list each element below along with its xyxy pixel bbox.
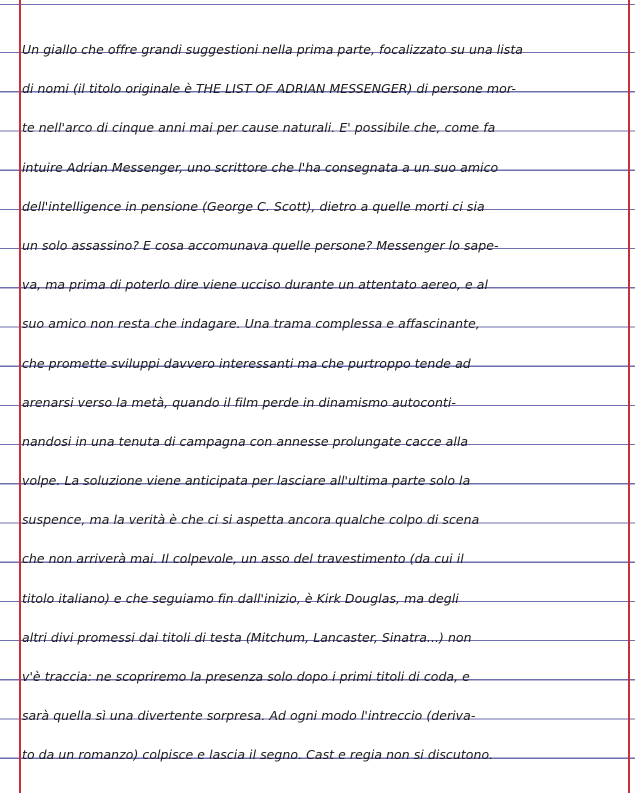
text-line-4: intuire Adrian Messenger, uno scrittore che l'ha consegnata a un suo amico xyxy=(22,159,499,175)
text-line-3: te nell'arco di cinque anni mai per cause naturali. E' possibile che, come fa xyxy=(22,120,496,136)
handwritten-text xyxy=(22,30,628,775)
right-margin-line xyxy=(628,0,630,793)
text-line-5: dell'intelligence in pensione (George C. Scott), dietro a quelle morti ci sia xyxy=(22,198,485,214)
text-line-13: suspence, ma la verità è che ci si aspetta ancora qualche colpo di scena xyxy=(22,512,480,528)
text-line-8: suo amico non resta che indagare. Una trama complessa e affascinante, xyxy=(22,316,480,332)
text-line-1: Un giallo che offre grandi suggestioni nella prima parte, focalizzato su una lista xyxy=(22,42,523,57)
text-line-10: arenarsi verso la metà, quando il film perde in dinamismo autoconti- xyxy=(22,394,456,410)
text-line-2: di nomi (il titolo originale è THE LIST OF ADRIAN MESSENGER) di persone mor- xyxy=(22,81,516,97)
text-line-19: to da un romanzo) colpisce e lascia il segno. Cast e regia non si discutono. xyxy=(22,747,494,763)
text-line-16: altri divi promessi dai titoli di testa (Mitchum, Lancaster, Sinatra...) non xyxy=(22,629,472,645)
text-line-17: v'è traccia: ne scopriremo la presenza solo dopo i primi titoli di coda, e xyxy=(22,669,470,684)
text-line-7: va, ma prima di poterlo dire viene ucciso durante un attentato aereo, e al xyxy=(22,277,488,293)
text-line-14: che non arriverà mai. Il colpevole, un asso del travestimento (da cui il xyxy=(22,551,464,567)
text-line-15: titolo italiano) e che seguiamo fin dall'inizio, è Kirk Douglas, ma degli xyxy=(22,590,459,606)
left-margin-line xyxy=(19,0,21,793)
text-line-6: un solo assassino? E cosa accomunava quelle persone? Messenger lo sape- xyxy=(22,237,499,253)
text-line-18: sarà quella sì una divertente sorpresa. Ad ogni modo l'intreccio (deriva- xyxy=(22,708,476,724)
text-line-9: che promette sviluppi davvero interessanti ma che purtroppo tende ad xyxy=(22,355,471,371)
text-line-12: volpe. La soluzione viene anticipata per lasciare all'ultima parte solo la xyxy=(22,473,471,489)
text-line-11: nandosi in una tenuta di campagna con annesse prolungate cacce alla xyxy=(22,433,469,449)
